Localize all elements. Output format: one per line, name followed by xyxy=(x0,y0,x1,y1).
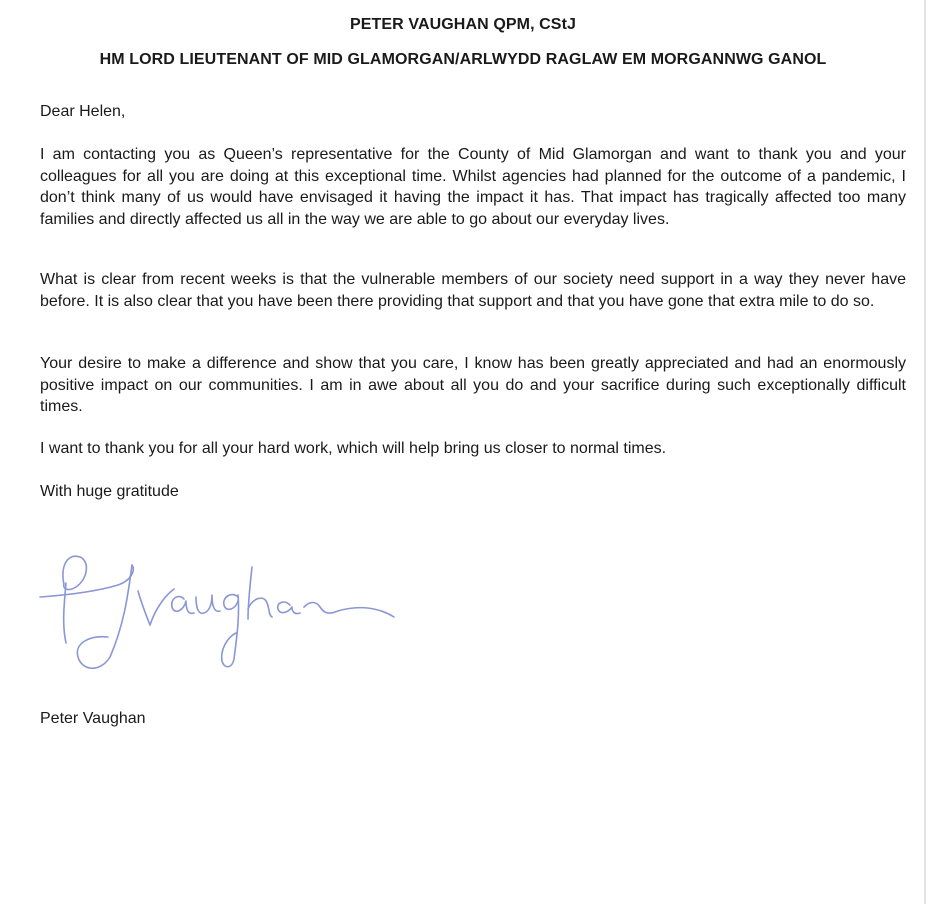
letterhead-title: HM LORD LIEUTENANT OF MID GLAMORGAN/ARLWYDD RAGLAW EM MORGANNWG GANOL xyxy=(99,51,827,68)
signatory-name: Peter Vaughan xyxy=(40,710,146,727)
closing: With huge gratitude xyxy=(40,483,179,500)
paragraph-4: I want to thank you for all your hard work, which will help bring us closer to normal times. xyxy=(40,440,667,457)
letterhead-name: PETER VAUGHAN QPM, CStJ xyxy=(349,16,577,33)
handwritten-signature xyxy=(38,545,408,675)
paragraph-2: What is clear from recent weeks is that the vulnerable members of our society need support in a way they never have before. It is also clear that you have been there providing that support and that you have gone that extra mile to do so. xyxy=(40,271,906,310)
paragraph-1: I am contacting you as Queen’s representative for the County of Mid Glamorgan and want to thank you and your colleagues for all you are doing at this exceptional time. Whilst agencies had planned for the outcome of a pandemic, I don’t think many of us would have envisaged it having the impact it has. That impact has tragically affected too many families and directly affected us all in the way we are able to go about our everyday lives. xyxy=(40,146,906,228)
salutation: Dear Helen, xyxy=(40,103,126,120)
paragraph-3: Your desire to make a difference and show that you care, I know has been greatly appreciated and had an enormously positive impact on our communities. I am in awe about all you do and your sacrifice during such exceptionally difficult times. xyxy=(40,355,906,415)
